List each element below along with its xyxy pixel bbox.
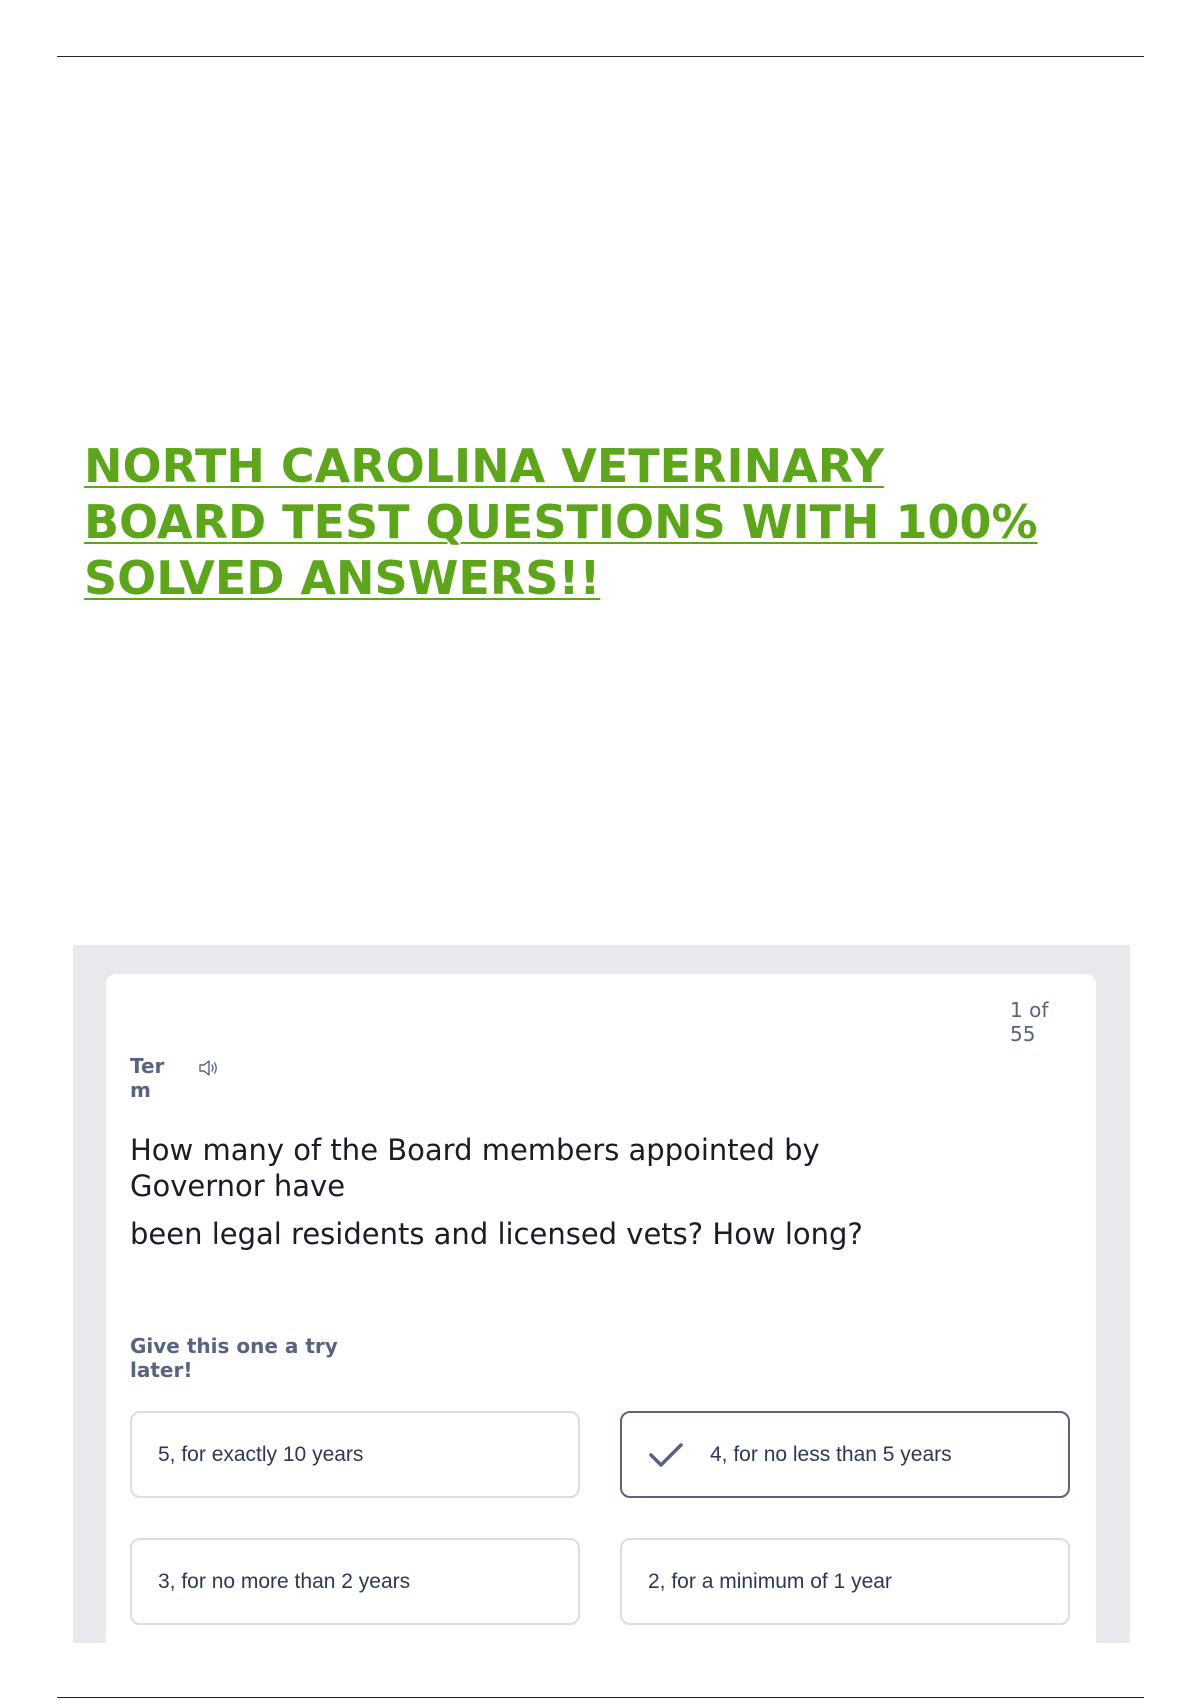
question-line-2: been legal residents and licensed vets? How long? [130, 1217, 863, 1251]
question-text [130, 1132, 950, 1252]
question-line-1: How many of the Board members appointed by Governor have [130, 1133, 820, 1203]
title-line-1: NORTH CAROLINA VETERINARY [84, 439, 884, 493]
answer-option-label: 3, for no more than 2 years [158, 1569, 411, 1593]
answer-option-1[interactable] [130, 1411, 580, 1498]
answer-option-label: 5, for exactly 10 years [158, 1442, 364, 1466]
title-line-2: BOARD TEST QUESTIONS WITH 100% [84, 495, 1038, 549]
answer-option-label: 4, for no less than 5 years [710, 1442, 952, 1466]
document-title [84, 438, 1164, 606]
answer-option-3[interactable] [130, 1538, 580, 1625]
title-line-3: SOLVED ANSWERS!! [84, 551, 601, 605]
checkmark-icon [646, 1440, 686, 1470]
top-rule [57, 56, 1144, 57]
try-later-hint: Give this one a try later! [130, 1334, 338, 1382]
speaker-icon[interactable] [198, 1058, 220, 1078]
card-counter: 1 of 55 [1010, 998, 1049, 1046]
answer-option-2[interactable] [620, 1411, 1070, 1498]
term-label: Term [130, 1054, 165, 1102]
answer-option-4[interactable] [620, 1538, 1070, 1625]
answer-option-label: 2, for a minimum of 1 year [648, 1569, 892, 1593]
page-bottom-margin [0, 1643, 1200, 1695]
flashcard [106, 974, 1096, 1674]
bottom-rule [57, 1697, 1144, 1698]
